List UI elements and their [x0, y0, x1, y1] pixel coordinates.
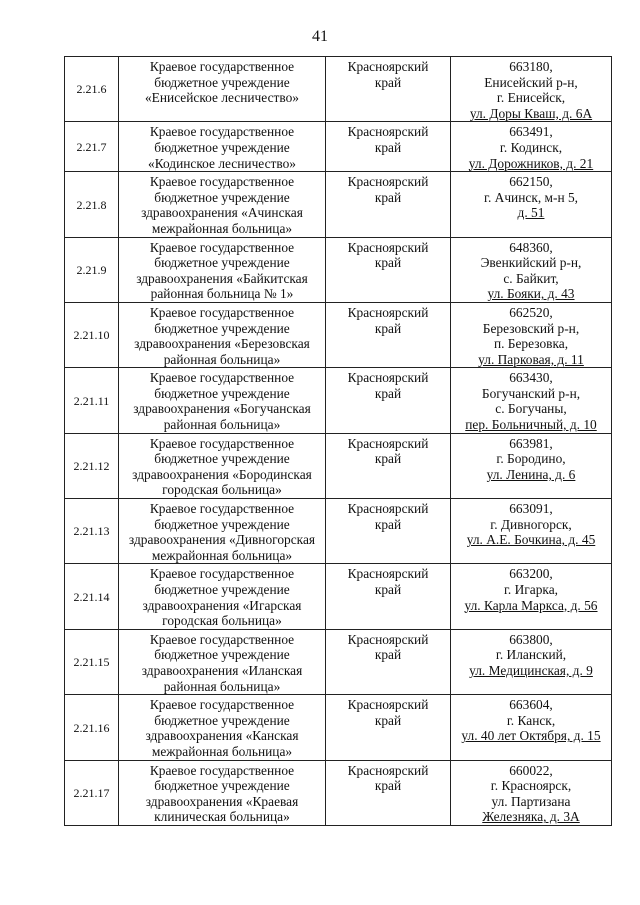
region-line: Красноярский	[347, 501, 429, 517]
address-line: Енисейский р-н,	[484, 74, 578, 90]
address-line: ул. Медицинская, д. 9	[469, 662, 593, 678]
address-line: 663091,	[509, 501, 553, 517]
row-number: 2.21.17	[65, 760, 119, 825]
table-row	[65, 368, 612, 433]
institution-name-cell	[119, 564, 326, 629]
institution-name-line: Краевое государственное	[149, 501, 295, 517]
institution-name-line: Краевое государственное	[149, 762, 295, 778]
institutions-table	[64, 56, 612, 826]
address-line: с. Байкит,	[503, 270, 559, 286]
region-line: край	[374, 255, 402, 271]
institution-name-cell	[119, 499, 326, 564]
row-number: 2.21.11	[65, 368, 119, 433]
institution-name-line: Краевое государственное	[149, 697, 295, 713]
row-number: 2.21.13	[65, 499, 119, 564]
institution-name-line: районная больница»	[163, 351, 281, 367]
table-row	[65, 629, 612, 694]
region-line: Красноярский	[347, 762, 429, 778]
address-line: 660022,	[509, 762, 553, 778]
address-line: пер. Больничный, д. 10	[465, 417, 597, 433]
address-line: 663604,	[509, 697, 553, 713]
address-line: ул. 40 лет Октября, д. 15	[461, 728, 601, 744]
institution-name-cell	[119, 433, 326, 498]
institution-name-line: бюджетное учреждение	[154, 516, 290, 532]
address-line: ул. Партизана	[491, 793, 571, 809]
address-line: Эвенкийский р-н,	[480, 255, 582, 271]
institution-name-line: Краевое государственное	[149, 631, 295, 647]
table-row	[65, 695, 612, 760]
region-cell	[326, 695, 451, 760]
region-cell	[326, 760, 451, 825]
address-line: г. Иланский,	[495, 647, 567, 663]
address-line: 663491,	[509, 124, 553, 140]
region-line: край	[374, 74, 402, 90]
region-line: Красноярский	[347, 124, 429, 140]
address-cell	[451, 172, 612, 237]
institution-name-cell	[119, 237, 326, 302]
institution-name-line: Краевое государственное	[149, 566, 295, 582]
region-line: Красноярский	[347, 370, 429, 386]
address-line: ул. Карла Маркса, д. 56	[464, 597, 598, 613]
institution-name-line: «Енисейское лесничество»	[144, 90, 299, 106]
address-line: ул. Ленина, д. 6	[486, 466, 576, 482]
institution-name-line: городская больница»	[162, 613, 282, 629]
address-line: г. Енисейск,	[496, 90, 566, 106]
institution-name-line: Краевое государственное	[149, 304, 295, 320]
address-line: г. Бородино,	[496, 451, 566, 467]
region-line: край	[374, 712, 402, 728]
region-line: Красноярский	[347, 631, 429, 647]
address-cell	[451, 499, 612, 564]
address-line: Березовский р-н,	[482, 320, 580, 336]
institution-name-line: районная больница»	[163, 678, 281, 694]
table-row	[65, 237, 612, 302]
address-cell	[451, 302, 612, 367]
region-line: край	[374, 385, 402, 401]
institution-name-line: здравоохранения «Ачинская	[141, 205, 303, 221]
region-line: Красноярский	[347, 59, 429, 74]
address-line: ул. Дорожников, д. 21	[468, 155, 594, 171]
region-cell	[326, 629, 451, 694]
region-line: Красноярский	[347, 435, 429, 451]
region-line: Красноярский	[347, 304, 429, 320]
address-line: 663430,	[509, 370, 553, 386]
region-line: край	[374, 582, 402, 597]
table-row	[65, 564, 612, 629]
institution-name-line: здравоохранения «Богучанская	[133, 401, 311, 417]
institution-name-cell	[119, 122, 326, 172]
institution-name-line: бюджетное учреждение	[154, 778, 290, 794]
address-cell	[451, 122, 612, 172]
row-number: 2.21.10	[65, 302, 119, 367]
address-line: г. Красноярск,	[490, 778, 572, 794]
institution-name-line: межрайонная больница»	[151, 547, 293, 563]
region-cell	[326, 237, 451, 302]
institution-name-line: межрайонная больница»	[151, 743, 293, 759]
region-cell	[326, 172, 451, 237]
region-cell	[326, 57, 451, 122]
address-line: 663180,	[509, 59, 553, 74]
region-line: Красноярский	[347, 697, 429, 713]
institution-name-cell	[119, 302, 326, 367]
address-line: г. Игарка,	[503, 582, 559, 597]
institution-name-cell	[119, 760, 326, 825]
institution-name-line: городская больница»	[162, 482, 282, 498]
row-number: 2.21.6	[65, 57, 119, 122]
address-line: 648360,	[509, 239, 553, 255]
address-cell	[451, 695, 612, 760]
row-number: 2.21.7	[65, 122, 119, 172]
address-line: г. Канск,	[506, 712, 556, 728]
institution-name-cell	[119, 368, 326, 433]
institutions-table-body	[65, 57, 612, 826]
institution-name-line: здравоохранения «Дивногорская	[128, 532, 316, 548]
row-number: 2.21.14	[65, 564, 119, 629]
address-line: п. Березовка,	[493, 336, 569, 352]
row-number: 2.21.15	[65, 629, 119, 694]
region-line: край	[374, 189, 402, 205]
region-cell	[326, 122, 451, 172]
address-line: г. Ачинск, м-н 5,	[483, 189, 579, 205]
institution-name-line: здравоохранения «Игарская	[142, 597, 302, 613]
address-line: с. Богучаны,	[495, 401, 567, 417]
institution-name-cell	[119, 172, 326, 237]
table-row	[65, 172, 612, 237]
table-row	[65, 57, 612, 122]
institution-name-line: здравоохранения «Бородинская	[132, 466, 312, 482]
address-line: 663800,	[509, 631, 553, 647]
address-cell	[451, 433, 612, 498]
region-cell	[326, 564, 451, 629]
address-cell	[451, 564, 612, 629]
institution-name-line: здравоохранения «Иланская	[141, 662, 303, 678]
table-row	[65, 760, 612, 825]
address-line: ул. А.Е. Бочкина, д. 45	[466, 532, 596, 548]
institution-name-line: здравоохранения «Байкитская	[136, 270, 308, 286]
region-line: край	[374, 778, 402, 794]
institution-name-line: Краевое государственное	[149, 370, 295, 386]
table-row	[65, 499, 612, 564]
address-line: г. Дивногорск,	[490, 516, 572, 532]
institution-name-line: бюджетное учреждение	[154, 712, 290, 728]
table-row	[65, 122, 612, 172]
address-line: ул. Бояки, д. 43	[487, 286, 575, 302]
region-line: край	[374, 516, 402, 532]
institution-name-line: бюджетное учреждение	[154, 582, 290, 597]
institution-name-line: клиническая больница»	[154, 809, 290, 825]
address-line: д. 51	[517, 205, 545, 221]
address-cell	[451, 368, 612, 433]
institution-name-line: здравоохранения «Краевая	[145, 793, 299, 809]
region-cell	[326, 368, 451, 433]
row-number: 2.21.8	[65, 172, 119, 237]
address-line: 663981,	[509, 435, 553, 451]
address-cell	[451, 760, 612, 825]
address-line: Железняка, д. 3А	[482, 809, 580, 825]
region-line: край	[374, 139, 402, 155]
address-cell	[451, 629, 612, 694]
region-line: край	[374, 320, 402, 336]
institution-name-line: Краевое государственное	[149, 174, 295, 190]
institution-name-cell	[119, 695, 326, 760]
region-cell	[326, 499, 451, 564]
address-cell	[451, 57, 612, 122]
institution-name-cell	[119, 57, 326, 122]
address-line: 662150,	[509, 174, 553, 190]
page-number: 41	[312, 28, 328, 45]
institution-name-line: районная больница»	[163, 417, 281, 433]
institution-name-line: бюджетное учреждение	[154, 385, 290, 401]
institution-name-line: бюджетное учреждение	[154, 451, 290, 467]
address-line: 663200,	[509, 566, 553, 582]
institution-name-line: бюджетное учреждение	[154, 189, 290, 205]
institution-name-line: Краевое государственное	[149, 435, 295, 451]
region-line: Красноярский	[347, 239, 429, 255]
institution-name-line: Краевое государственное	[149, 124, 295, 140]
row-number: 2.21.12	[65, 433, 119, 498]
row-number: 2.21.9	[65, 237, 119, 302]
institution-name-line: бюджетное учреждение	[154, 255, 290, 271]
institution-name-cell	[119, 629, 326, 694]
institution-name-line: районная больница № 1»	[150, 286, 294, 302]
region-line: край	[374, 647, 402, 663]
institution-name-line: здравоохранения «Канская	[145, 728, 299, 744]
address-line: ул. Парковая, д. 11	[478, 351, 584, 367]
table-row	[65, 433, 612, 498]
institution-name-line: межрайонная больница»	[151, 220, 293, 236]
institution-name-line: Краевое государственное	[149, 59, 295, 74]
institution-name-line: «Кодинское лесничество»	[148, 155, 296, 171]
region-line: Красноярский	[347, 174, 429, 190]
address-line: Богучанский р-н,	[481, 385, 581, 401]
row-number: 2.21.16	[65, 695, 119, 760]
institution-name-line: Краевое государственное	[149, 239, 295, 255]
region-cell	[326, 433, 451, 498]
address-cell	[451, 237, 612, 302]
institution-name-line: бюджетное учреждение	[154, 74, 290, 90]
institution-name-line: бюджетное учреждение	[154, 647, 290, 663]
institution-name-line: бюджетное учреждение	[154, 320, 290, 336]
region-line: Красноярский	[347, 566, 429, 582]
region-cell	[326, 302, 451, 367]
address-line: 662520,	[509, 304, 553, 320]
institution-name-line: здравоохранения «Березовская	[134, 336, 310, 352]
table-row	[65, 302, 612, 367]
region-line: край	[374, 451, 402, 467]
institution-name-line: бюджетное учреждение	[154, 139, 290, 155]
address-line: ул. Доры Кваш, д. 6А	[469, 105, 593, 121]
address-line: г. Кодинск,	[499, 139, 563, 155]
